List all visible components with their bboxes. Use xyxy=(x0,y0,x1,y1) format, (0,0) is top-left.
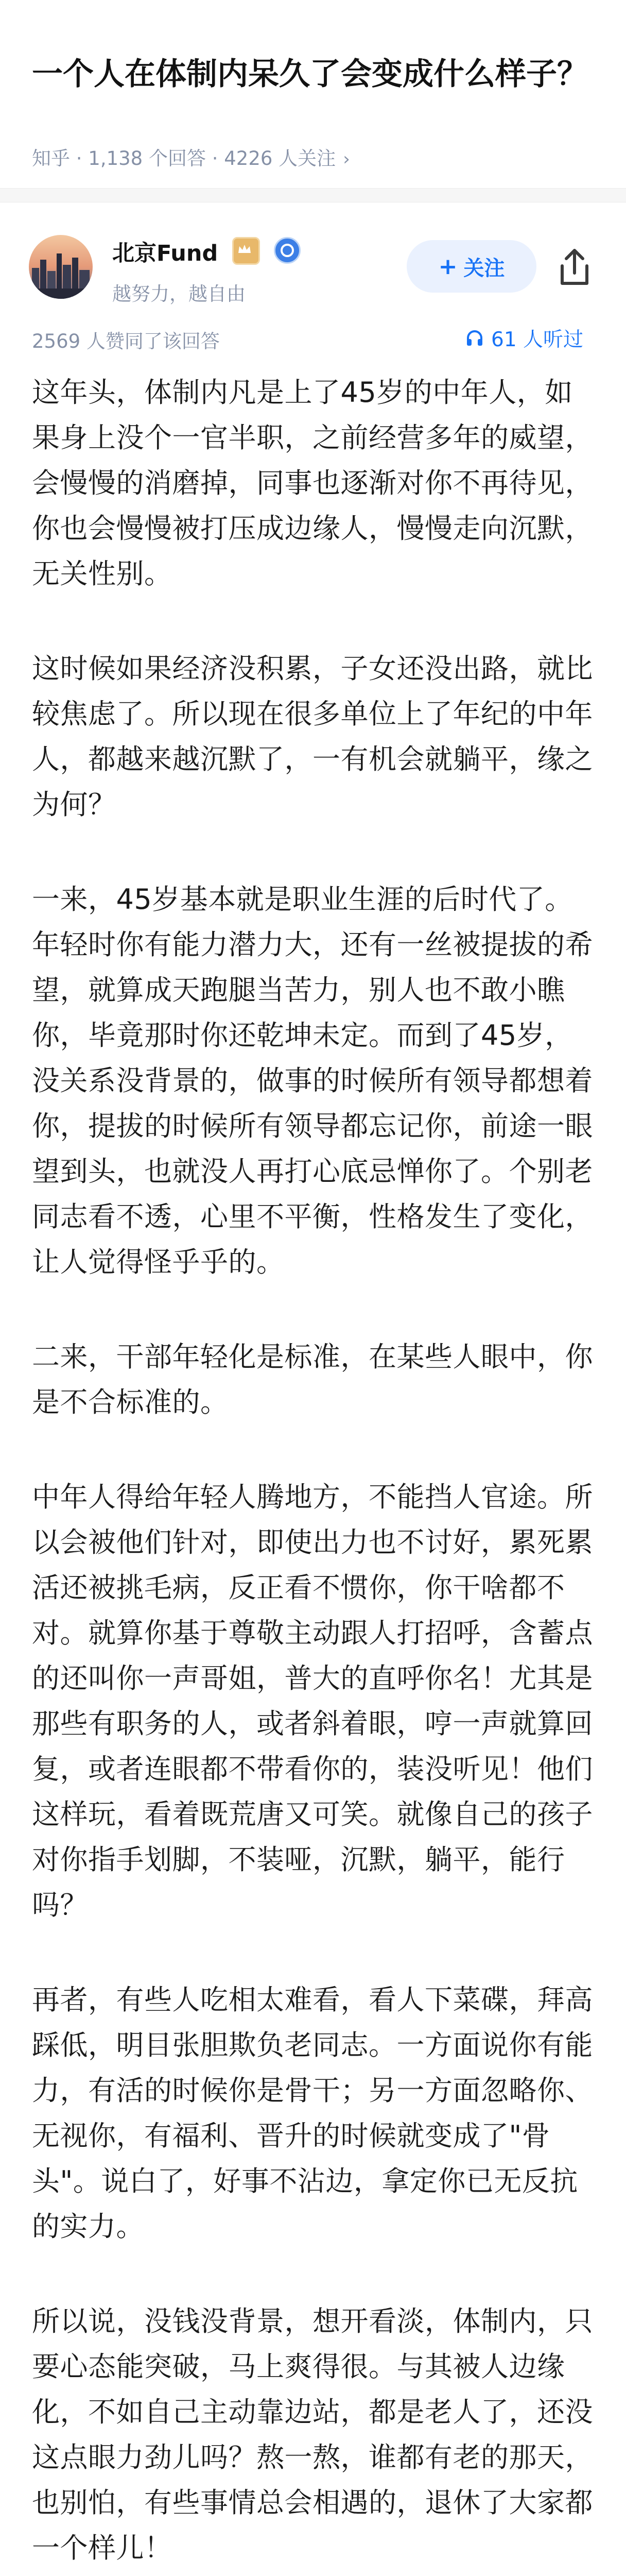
answer-paragraph: 二来，干部年轻化是标准，在某些人眼中，你是不合标准的。 xyxy=(32,1341,593,1418)
answer-paragraph: 这年头，体制内凡是上了45岁的中年人，如果身上没个一官半职，之前经营多年的威望，会慢慢的消磨掉，同事也逐渐对你不再待见，你也会慢慢被打压成边缘人，慢慢走向沉默，无关性别。 xyxy=(32,376,593,590)
answer-paragraph: 这时候如果经济没积累，子女还没出路，就比较焦虑了。所以现在很多单位上了年纪的中年人，都越来越沉默了，一有机会就躺平，缘之为何？ xyxy=(32,652,593,821)
question-meta-text: 知乎 · 1,138 个回答 · 4226 人关注 xyxy=(32,147,336,170)
author-motto: 越努力，越自由 xyxy=(112,283,246,305)
answer-paragraph: 再者，有些人吃相太难看，看人下菜碟，拜高踩低，明目张胆欺负老同志。一方面说你有能力，有活的时候你是骨干；另一方面忽略你、无视你，有福利、晋升的时候就变成了"骨头"。说白了，好事不沾边，拿定你已无反抗的实力。 xyxy=(32,1984,593,2243)
headphones-icon xyxy=(464,328,485,348)
author-name[interactable]: 北京Fund xyxy=(112,241,218,266)
section-divider xyxy=(0,188,626,202)
likes-count: 2569 人赞同了该回答 xyxy=(32,330,220,352)
plus-icon: + xyxy=(438,253,458,280)
avatar[interactable] xyxy=(29,235,93,299)
answer-paragraph: 所以说，没钱没背景，想开看淡，体制内，只要心态能突破，马上爽得很。与其被人边缘化，不如自己主动靠边站，都是老人了，还没这点眼力劲儿吗？熬一熬，谁都有老的那天，也别怕，有些事情总会相遇的，退休了大家都一个样儿！ xyxy=(32,2305,593,2564)
crown-badge-icon xyxy=(232,237,260,265)
answer-paragraph: 一来，45岁基本就是职业生涯的后时代了。年轻时你有能力潜力大，还有一丝被提拔的希望，就算成天跑腿当苦力，别人也不敢小瞧你，毕竟那时你还乾坤未定。而到了45岁，没关系没背景的，做事的时候所有领导都想着你，提拔的时候所有领导都忘记你，前途一眼望到头，也就没人再打心底忌惮你了。个别老同志看不透，心里不平衡，性格发生了变化，让人觉得怪乎乎的。 xyxy=(32,883,593,1278)
listen-count[interactable] xyxy=(464,324,583,352)
share-icon[interactable] xyxy=(555,246,594,287)
chevron-right-icon: › xyxy=(343,149,350,170)
question-meta[interactable] xyxy=(32,143,350,171)
answer-content xyxy=(32,370,598,2571)
question-title[interactable]: 一个人在体制内呆久了会变成什么样子？ xyxy=(32,56,588,93)
follow-label: 关注 xyxy=(463,256,505,280)
answer-paragraph: 中年人得给年轻人腾地方，不能挡人官途。所以会被他们针对，即使出力也不讨好，累死累活还被挑毛病，反正看不惯你，你干啥都不对。就算你基于尊敬主动跟人打招呼，含蓄点的还叫你一声哥姐，普大的直呼你名！尤其是那些有职务的人，或者斜着眼，哼一声就算回复，或者连眼都不带看你的，装没听见！他们这样玩，看着既荒唐又可笑。就像自己的孩子对你指手划脚，不装哑，沉默，躺平，能行吗？ xyxy=(32,1481,593,1921)
follow-button[interactable] xyxy=(407,240,536,293)
verified-badge-icon xyxy=(274,237,301,264)
listen-text: 61 人听过 xyxy=(491,328,584,351)
